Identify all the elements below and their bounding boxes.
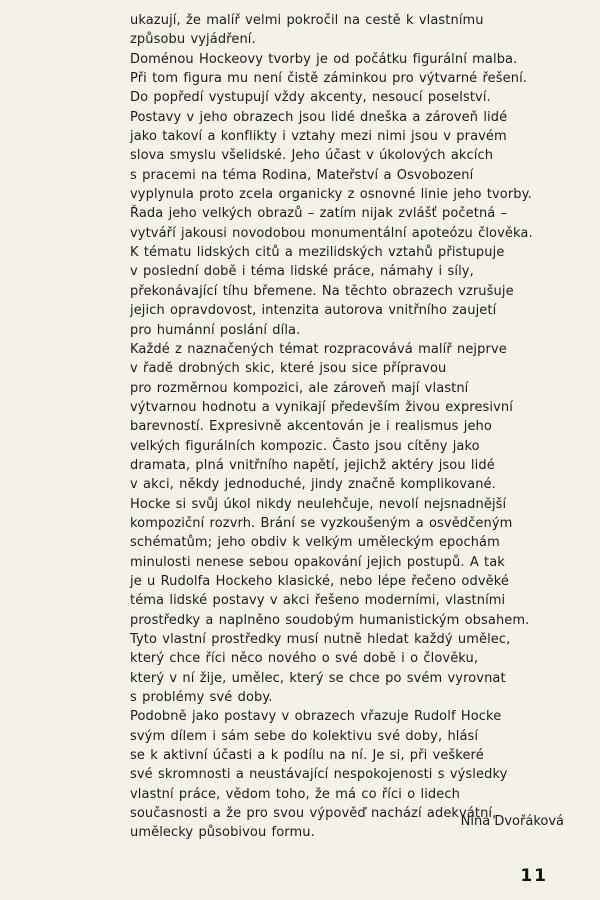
text-line: Postavy v jeho obrazech jsou lidé dneška a zároveň lidé bbox=[130, 109, 508, 125]
author-signature: Nina Dvořáková bbox=[460, 814, 564, 829]
text-line: minulosti nenese sebou opakování jejich postupů. A tak bbox=[130, 554, 505, 570]
text-line: Řada jeho velkých obrazů – zatím nijak zvlášť početná – bbox=[130, 206, 508, 222]
text-line: kompoziční rozvrh. Brání se vyzkoušeným a osvědčeným bbox=[130, 515, 513, 531]
text-line: s pracemi na téma Rodina, Mateřství a Osvobození bbox=[130, 167, 474, 183]
text-line: Každé z naznačených témat rozpracovává malíř nejprve bbox=[130, 341, 507, 357]
text-line: slova smyslu všelidské. Jeho účast v úkolových akcích bbox=[130, 148, 494, 164]
text-line: v poslední době i téma lidské práce, námahy i síly, bbox=[130, 264, 474, 280]
text-line: výtvarnou hodnotu a vynikají především živou expresivní bbox=[130, 399, 513, 415]
text-line: prostředky a naplněno soudobým humanistickým obsahem. bbox=[130, 612, 530, 628]
text-line: Podobně jako postavy v obrazech vřazuje Rudolf Hocke bbox=[130, 709, 502, 725]
text-line: v řadě drobných skic, které jsou sice přípravou bbox=[130, 361, 447, 377]
text-line: své skromnosti a neustávající nespokojenosti s výsledky bbox=[130, 767, 508, 783]
text-line: vlastní práce, vědom toho, že má co říci o lidech bbox=[130, 786, 460, 802]
text-line: dramata, plná vnitřního napětí, jejichž aktéry jsou lidé bbox=[130, 457, 495, 473]
text-line: ukazují, že malíř velmi pokročil na cestě k vlastnímu bbox=[130, 13, 484, 28]
text-line: který chce říci něco nového o své době i o člověku, bbox=[130, 651, 479, 667]
text-line: Hocke si svůj úkol nikdy neulehčuje, nevolí nejsnadnější bbox=[130, 496, 507, 512]
article-text bbox=[130, 11, 570, 843]
text-line: K tématu lidských citů a mezilidských vztahů přistupuje bbox=[130, 245, 505, 261]
text-line: Při tom figura mu není čistě záminkou pro výtvarné řešení. bbox=[130, 71, 528, 87]
text-line: téma lidské postavy v akci řešeno moderními, vlastními bbox=[130, 593, 506, 609]
text-line: v akci, někdy jednoduché, jindy značně komplikované. bbox=[130, 477, 496, 493]
text-line: pro rozměrnou kompozici, ale zároveň mají vlastní bbox=[130, 380, 469, 396]
text-line: s problémy své doby. bbox=[130, 690, 273, 706]
text-line: Do popředí vystupují vždy akcenty, nesoucí poselství. bbox=[130, 90, 491, 106]
text-line: barevností. Expresivně akcentován je i realismus jeho bbox=[130, 419, 492, 435]
text-line: vytváří jakousi novodobou monumentální apoteózu člověka. bbox=[130, 225, 533, 241]
text-line: Tyto vlastní prostředky musí nutně hledat každý umělec, bbox=[130, 632, 511, 647]
text-line: umělecky působivou formu. bbox=[130, 825, 315, 841]
text-line: překonávající tíhu břemene. Na těchto obrazech vzrušuje bbox=[130, 283, 514, 299]
text-line: jako takoví a konflikty i vztahy mezi nimi jsou v pravém bbox=[130, 129, 507, 145]
text-line: velkých figurálních kompozic. Často jsou cítěny jako bbox=[130, 438, 480, 454]
text-line: vyplynula proto zcela organicky z osnovné linie jeho tvorby. bbox=[130, 187, 532, 203]
text-line: jejich opravdovost, intenzita autorova vnitřního zaujetí bbox=[130, 303, 497, 319]
page-number: 11 bbox=[520, 866, 548, 886]
text-line: Doménou Hockeovy tvorby je od počátku figurální malba. bbox=[130, 51, 518, 67]
text-line: je u Rudolfa Hockeho klasické, nebo lépe řečeno odvěké bbox=[130, 573, 509, 589]
text-line: schématům; jeho obdiv k velkým uměleckým epochám bbox=[130, 535, 500, 551]
text-line: pro humánní poslání díla. bbox=[130, 322, 301, 338]
text-line: současnosti a že pro svou výpověď nachází adekvátní, bbox=[130, 806, 497, 822]
text-line: který v ní žije, umělec, který se chce po svém vyrovnat bbox=[130, 670, 506, 686]
text-line: se k aktivní účasti a k podílu na ní. Je si, při veškeré bbox=[130, 748, 484, 764]
text-line: způsobu vyjádření. bbox=[130, 32, 256, 48]
text-line: svým dílem i sám sebe do kolektivu své doby, hlásí bbox=[130, 728, 479, 744]
